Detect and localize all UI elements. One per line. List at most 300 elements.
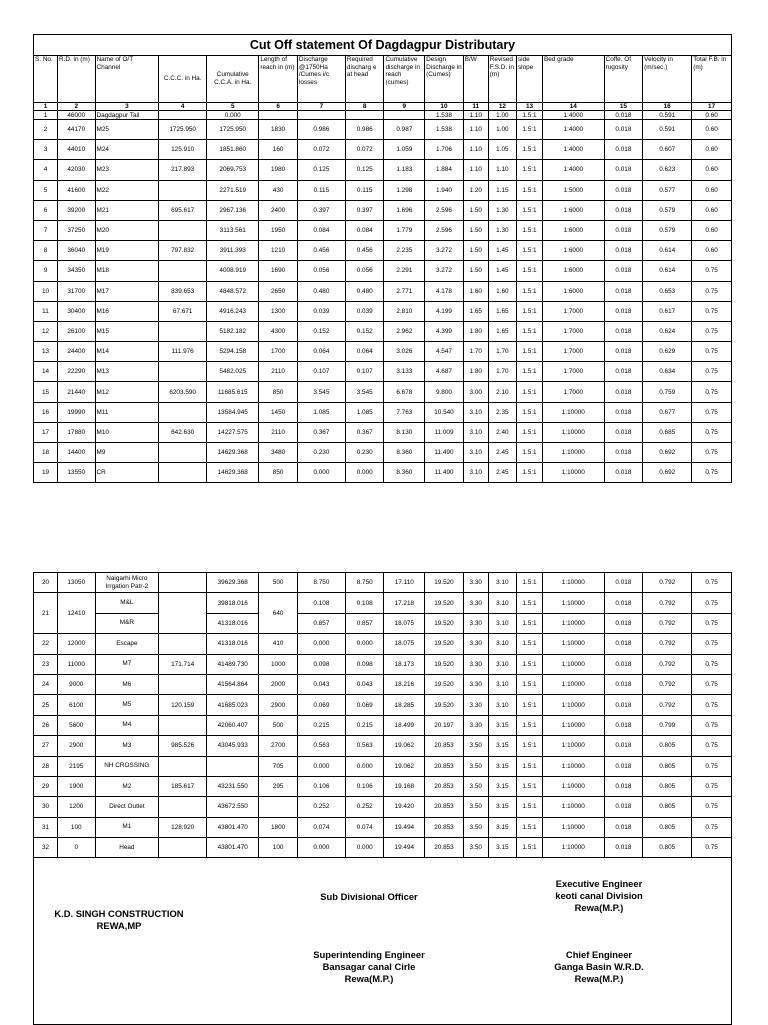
table-cell: M24 <box>95 140 159 160</box>
table-cell: 1:10000 <box>543 674 605 694</box>
table-cell: 985.526 <box>159 736 207 756</box>
table-cell: 2.235 <box>384 241 425 261</box>
table-cell: 0.75 <box>692 593 732 613</box>
table-cell: 1450 <box>259 402 298 422</box>
table-cell: 0.634 <box>643 362 692 382</box>
table-cell: 3.50 <box>463 776 488 796</box>
table-cell: 1:10000 <box>543 776 605 796</box>
table-cell: 0.986 <box>345 120 384 140</box>
column-number: 17 <box>692 103 732 111</box>
table-row <box>34 120 732 140</box>
table-cell: 0.692 <box>643 443 692 463</box>
table-cell: 0.591 <box>643 111 692 120</box>
table-cell: 1.5:1 <box>516 776 542 796</box>
table-cell: 41318.016 <box>207 613 259 633</box>
table-cell: 0.563 <box>297 736 345 756</box>
table-cell: 1.80 <box>463 362 488 382</box>
table-cell: 0.792 <box>643 573 692 593</box>
table-cell: 19.420 <box>384 797 425 817</box>
table-cell: 1:10000 <box>543 715 605 735</box>
column-number: 12 <box>488 103 516 111</box>
column-header: Required discharg e at head <box>345 56 384 103</box>
table-cell: 11 <box>34 301 58 321</box>
table-cell: 0.098 <box>345 654 384 674</box>
table-cell: 1700 <box>259 342 298 362</box>
table-cell: 0 <box>57 838 95 858</box>
table-cell <box>297 111 345 120</box>
table-cell: 0.064 <box>345 342 384 362</box>
table-cell: 0.069 <box>345 695 384 715</box>
table-cell: 0.624 <box>643 321 692 341</box>
table-cell: 20 <box>34 573 58 593</box>
table-cell <box>159 797 207 817</box>
ee-signature: Executive Engineer keoti canal Division Rewa(M.P.) <box>555 878 643 913</box>
table-cell: 2967.136 <box>207 200 259 220</box>
table-row <box>34 281 732 301</box>
table-cell: 3.272 <box>425 241 464 261</box>
table-cell: 1.5:1 <box>516 817 542 837</box>
table-cell: 0.018 <box>604 674 643 694</box>
table-cell: 3.00 <box>463 382 488 402</box>
table-cell: 20.853 <box>425 736 464 756</box>
table-cell: 39629.368 <box>207 573 259 593</box>
table-cell: 1.5:1 <box>516 634 542 654</box>
table-cell: 1:10000 <box>543 797 605 817</box>
table-cell: 0.629 <box>643 342 692 362</box>
table-cell: 1.60 <box>463 281 488 301</box>
table-cell: 1.30 <box>488 220 516 240</box>
cutoff-table-part2 <box>33 572 732 858</box>
table-cell: 1830 <box>259 120 298 140</box>
table-cell: 1.10 <box>463 111 488 120</box>
table-cell: 0.563 <box>345 736 384 756</box>
table-cell <box>207 756 259 776</box>
table-cell: M2 <box>95 776 159 796</box>
table-cell: 0.000 <box>297 463 345 483</box>
table-cell: 32 <box>34 838 58 858</box>
table-cell: 11.490 <box>425 463 464 483</box>
table-cell: Naigarhi Micro Irrgation Patr-2 <box>95 573 159 593</box>
table-row <box>34 573 732 593</box>
table-cell: 0.60 <box>692 241 732 261</box>
table-cell: 1.70 <box>463 342 488 362</box>
table-cell: 1.50 <box>463 261 488 281</box>
table-cell: 8.750 <box>345 573 384 593</box>
table-cell: 850 <box>259 463 298 483</box>
table-cell: 4008.919 <box>207 261 259 281</box>
table-cell: 2700 <box>259 736 298 756</box>
table-cell: 29 <box>34 776 58 796</box>
table-row <box>34 776 732 796</box>
table-cell: 1.65 <box>463 301 488 321</box>
table-cell: 3.30 <box>463 613 488 633</box>
table-cell: 0.064 <box>297 342 345 362</box>
table-cell: M9 <box>95 443 159 463</box>
column-header: Coffe. Of rugosity <box>604 56 643 103</box>
table-cell: 1300 <box>259 301 298 321</box>
table-row <box>34 382 732 402</box>
table-cell: 7.763 <box>384 402 425 422</box>
column-header: Cumulative C.C.A. in Ha. <box>207 56 259 103</box>
table-cell: 1.65 <box>488 321 516 341</box>
table-row <box>34 402 732 422</box>
table-cell: 20.853 <box>425 838 464 858</box>
table-cell: 0.215 <box>345 715 384 735</box>
table-cell: 0.152 <box>297 321 345 341</box>
table-cell: 0.106 <box>345 776 384 796</box>
table-cell: 31700 <box>57 281 95 301</box>
table-cell: 3.10 <box>488 695 516 715</box>
table-cell: 1:7000 <box>543 301 605 321</box>
table-cell: 19.062 <box>384 756 425 776</box>
column-header: Design Discharge in (Cumes) <box>425 56 464 103</box>
table-cell: 22 <box>34 634 58 654</box>
table-cell: 0.018 <box>604 797 643 817</box>
table-cell: 0.043 <box>297 674 345 694</box>
table-cell: 18.075 <box>384 613 425 633</box>
table-cell: 1:10000 <box>543 463 605 483</box>
table-cell: 0.456 <box>297 241 345 261</box>
table-cell <box>159 321 207 341</box>
table-cell: 0.805 <box>643 838 692 858</box>
table-cell: 0.60 <box>692 180 732 200</box>
column-number: 7 <box>297 103 345 111</box>
table-cell: 1.60 <box>488 281 516 301</box>
table-cell: CR <box>95 463 159 483</box>
table-cell: 6203.590 <box>159 382 207 402</box>
column-header: S. No. <box>34 56 58 103</box>
table-cell: M6 <box>95 674 159 694</box>
table-cell: 11000 <box>57 654 95 674</box>
table-cell: 17880 <box>57 422 95 442</box>
table-cell: 1.5:1 <box>516 200 542 220</box>
column-header: Bed grade <box>543 56 605 103</box>
table-cell: 2.40 <box>488 422 516 442</box>
table-cell: 1.085 <box>345 402 384 422</box>
table-cell: 1.5:1 <box>516 695 542 715</box>
table-cell: 295 <box>259 776 298 796</box>
table-cell: 37250 <box>57 220 95 240</box>
table-cell: 7 <box>34 220 58 240</box>
table-cell: 0.115 <box>345 180 384 200</box>
table-cell: 3.30 <box>463 715 488 735</box>
table-cell: 19.520 <box>425 634 464 654</box>
table-cell: 41489.730 <box>207 654 259 674</box>
table-cell: 11685.615 <box>207 382 259 402</box>
table-cell <box>159 443 207 463</box>
table-cell: 0.107 <box>297 362 345 382</box>
table-cell: 0.018 <box>604 342 643 362</box>
table-cell: 1.5:1 <box>516 613 542 633</box>
table-row <box>34 422 732 442</box>
table-cell: 13050 <box>57 573 95 593</box>
table-cell: 797.832 <box>159 241 207 261</box>
table-cell: 1 <box>34 111 58 120</box>
column-number: 5 <box>207 103 259 111</box>
table-cell: 1.5:1 <box>516 797 542 817</box>
table-cell: 43801.470 <box>207 838 259 858</box>
table-cell: 41318.016 <box>207 634 259 654</box>
table-cell: 3.30 <box>463 674 488 694</box>
table-cell: 4916.243 <box>207 301 259 321</box>
table-cell: 1.5:1 <box>516 160 542 180</box>
table-cell: 1:10000 <box>543 654 605 674</box>
table-cell: 4.547 <box>425 342 464 362</box>
contractor-signature: K.D. SINGH CONSTRUCTION REWA,MP <box>54 908 184 931</box>
table-cell: 1:10000 <box>543 817 605 837</box>
table-cell: 0.75 <box>692 362 732 382</box>
table-cell: 6.678 <box>384 382 425 402</box>
table-cell: 3.10 <box>463 402 488 422</box>
table-cell: 44010 <box>57 140 95 160</box>
table-cell: 1.15 <box>488 180 516 200</box>
column-header: R.D. in (m) <box>57 56 95 103</box>
table-cell: 1:4000 <box>543 111 605 120</box>
table-cell: Direct Outlet <box>95 797 159 817</box>
table-cell: 0.252 <box>345 797 384 817</box>
column-number: 6 <box>259 103 298 111</box>
table-cell: 1.779 <box>384 220 425 240</box>
table-cell: 0.759 <box>643 382 692 402</box>
table-cell: 1:6000 <box>543 200 605 220</box>
table-cell: 1.5:1 <box>516 736 542 756</box>
table-cell: 19.520 <box>425 674 464 694</box>
table-cell: 0.805 <box>643 817 692 837</box>
table-cell: 3.50 <box>463 756 488 776</box>
table-cell: 410 <box>259 634 298 654</box>
table-cell: 0.75 <box>692 463 732 483</box>
table-cell: 0.084 <box>297 220 345 240</box>
table-cell: 3.50 <box>463 797 488 817</box>
table-cell: 0.805 <box>643 797 692 817</box>
table-row <box>34 362 732 382</box>
table-cell: 1.5:1 <box>516 654 542 674</box>
table-cell: M&R <box>95 613 159 633</box>
table-cell: 0.018 <box>604 422 643 442</box>
table-row <box>34 111 732 120</box>
table-cell <box>159 220 207 240</box>
table-cell: 14629.368 <box>207 443 259 463</box>
table-cell: 19.520 <box>425 613 464 633</box>
table-cell: 1.10 <box>463 140 488 160</box>
column-number: 11 <box>463 103 488 111</box>
sdo-signature: Sub Divisional Officer <box>320 891 418 902</box>
table-cell: 0.75 <box>692 736 732 756</box>
table-cell: M13 <box>95 362 159 382</box>
table-cell: M12 <box>95 382 159 402</box>
table-cell: 20.853 <box>425 817 464 837</box>
table-cell: 46000 <box>57 111 95 120</box>
table-row <box>34 261 732 281</box>
table-cell: 0.75 <box>692 654 732 674</box>
table-cell: 17 <box>34 422 58 442</box>
table-cell: 5294.158 <box>207 342 259 362</box>
table-cell: 3.133 <box>384 362 425 382</box>
table-cell: 3.15 <box>488 776 516 796</box>
column-number: 16 <box>643 103 692 111</box>
table-cell: 0.000 <box>345 463 384 483</box>
table-cell: M1 <box>95 817 159 837</box>
table-cell: 0.75 <box>692 443 732 463</box>
table-cell: 1.5:1 <box>516 321 542 341</box>
table-cell <box>159 573 207 593</box>
table-cell: 1200 <box>57 797 95 817</box>
table-cell: 0.75 <box>692 422 732 442</box>
table-cell: 3.30 <box>463 695 488 715</box>
table-cell: 3.10 <box>488 593 516 613</box>
table-cell: M&L <box>95 593 159 613</box>
table-cell: 2.596 <box>425 220 464 240</box>
table-cell: 0.60 <box>692 111 732 120</box>
table-cell: 26 <box>34 715 58 735</box>
table-cell: 4300 <box>259 321 298 341</box>
table-cell: 1.80 <box>463 321 488 341</box>
table-cell: 2 <box>34 120 58 140</box>
table-row <box>34 695 732 715</box>
table-cell: M21 <box>95 200 159 220</box>
table-cell: 2.45 <box>488 463 516 483</box>
table-cell: 1.00 <box>488 111 516 120</box>
table-cell: 0.579 <box>643 200 692 220</box>
table-cell: 1.50 <box>463 200 488 220</box>
table-cell: 0.018 <box>604 443 643 463</box>
table-cell: 34350 <box>57 261 95 281</box>
table-cell: M5 <box>95 695 159 715</box>
table-cell: 1.05 <box>488 140 516 160</box>
table-cell: 2.771 <box>384 281 425 301</box>
column-header: Length of reach in (m) <box>259 56 298 103</box>
table-cell: 24 <box>34 674 58 694</box>
table-cell: 3.545 <box>297 382 345 402</box>
table-cell: 20.853 <box>425 776 464 796</box>
table-cell: 1:10000 <box>543 402 605 422</box>
table-cell: 6100 <box>57 695 95 715</box>
table-cell: 3.30 <box>463 654 488 674</box>
table-cell: 23 <box>34 654 58 674</box>
table-cell: 19.168 <box>384 776 425 796</box>
table-cell: 9 <box>34 261 58 281</box>
table-cell: 3.15 <box>488 817 516 837</box>
table-cell <box>159 674 207 694</box>
table-cell: 1:6000 <box>543 281 605 301</box>
table-cell: 15 <box>34 382 58 402</box>
table-cell: 0.75 <box>692 342 732 362</box>
table-cell: 0.75 <box>692 695 732 715</box>
table-cell: 1.00 <box>488 120 516 140</box>
table-cell: 19.520 <box>425 593 464 613</box>
table-cell: 0.018 <box>604 838 643 858</box>
table-row <box>34 160 732 180</box>
table-row <box>34 674 732 694</box>
table-cell: 0.018 <box>604 261 643 281</box>
table-cell: 0.75 <box>692 281 732 301</box>
table-cell: 0.614 <box>643 241 692 261</box>
table-cell: 1.538 <box>425 111 464 120</box>
table-cell: 0.018 <box>604 220 643 240</box>
table-cell: 41685.023 <box>207 695 259 715</box>
table-cell: 1:7000 <box>543 342 605 362</box>
table-cell: 42060.407 <box>207 715 259 735</box>
table-cell: M19 <box>95 241 159 261</box>
table-cell: 1.5:1 <box>516 281 542 301</box>
table-cell: 1:6000 <box>543 261 605 281</box>
table-cell: 839.653 <box>159 281 207 301</box>
table-cell: 0.000 <box>207 111 259 120</box>
table-cell: 1.5:1 <box>516 301 542 321</box>
table-cell: 3.10 <box>463 422 488 442</box>
table-cell: 1.5:1 <box>516 838 542 858</box>
table-cell: 642.630 <box>159 422 207 442</box>
table-cell: 1:7000 <box>543 382 605 402</box>
table-cell: 1:4000 <box>543 160 605 180</box>
table-cell: 2650 <box>259 281 298 301</box>
table-cell: 14 <box>34 362 58 382</box>
table-cell: 1:10000 <box>543 634 605 654</box>
column-header: Total F.B. in (m) <box>692 56 732 103</box>
table-cell: 0.677 <box>643 402 692 422</box>
table-row <box>34 797 732 817</box>
table-cell: 3.10 <box>488 674 516 694</box>
column-number: 2 <box>57 103 95 111</box>
column-number: 15 <box>604 103 643 111</box>
table-cell <box>159 715 207 735</box>
table-cell <box>159 362 207 382</box>
table-cell: 1:10000 <box>543 613 605 633</box>
table-row <box>34 756 732 776</box>
table-cell: 0.018 <box>604 200 643 220</box>
table-cell: 2110 <box>259 362 298 382</box>
cutoff-table-part1 <box>33 34 732 483</box>
table-cell: 500 <box>259 573 298 593</box>
table-row <box>34 736 732 756</box>
table-cell: 43801.470 <box>207 817 259 837</box>
table-cell <box>259 111 298 120</box>
table-cell: 0.018 <box>604 160 643 180</box>
table-cell: 1.20 <box>463 180 488 200</box>
table-cell: 43231.550 <box>207 776 259 796</box>
table-cell: 0.108 <box>345 593 384 613</box>
table-cell: 3.15 <box>488 736 516 756</box>
table-cell: 18.075 <box>384 634 425 654</box>
table-cell: 11.490 <box>425 443 464 463</box>
table-row <box>34 301 732 321</box>
table-cell: 1.45 <box>488 261 516 281</box>
table-cell: 39818.016 <box>207 593 259 613</box>
table-cell: 3.30 <box>463 634 488 654</box>
table-cell: 0.074 <box>345 817 384 837</box>
table-cell: 0.018 <box>604 301 643 321</box>
table-cell: 20.853 <box>425 797 464 817</box>
table-cell: 0.018 <box>604 736 643 756</box>
table-cell: 0.75 <box>692 301 732 321</box>
table-cell: 0.018 <box>604 362 643 382</box>
table-cell: 4.687 <box>425 362 464 382</box>
table-cell: 0.987 <box>384 120 425 140</box>
table-cell: 2.810 <box>384 301 425 321</box>
table-cell: 0.018 <box>604 281 643 301</box>
table-cell: 41600 <box>57 180 95 200</box>
table-cell: 0.614 <box>643 261 692 281</box>
table-cell: 1.10 <box>463 120 488 140</box>
table-cell <box>159 463 207 483</box>
table-cell: 5182.182 <box>207 321 259 341</box>
table-cell: 0.018 <box>604 634 643 654</box>
table-cell: 1210 <box>259 241 298 261</box>
table-cell: 1.10 <box>488 160 516 180</box>
table-cell: 2069.753 <box>207 160 259 180</box>
table-cell: 0.75 <box>692 817 732 837</box>
table-cell: 0.074 <box>297 817 345 837</box>
